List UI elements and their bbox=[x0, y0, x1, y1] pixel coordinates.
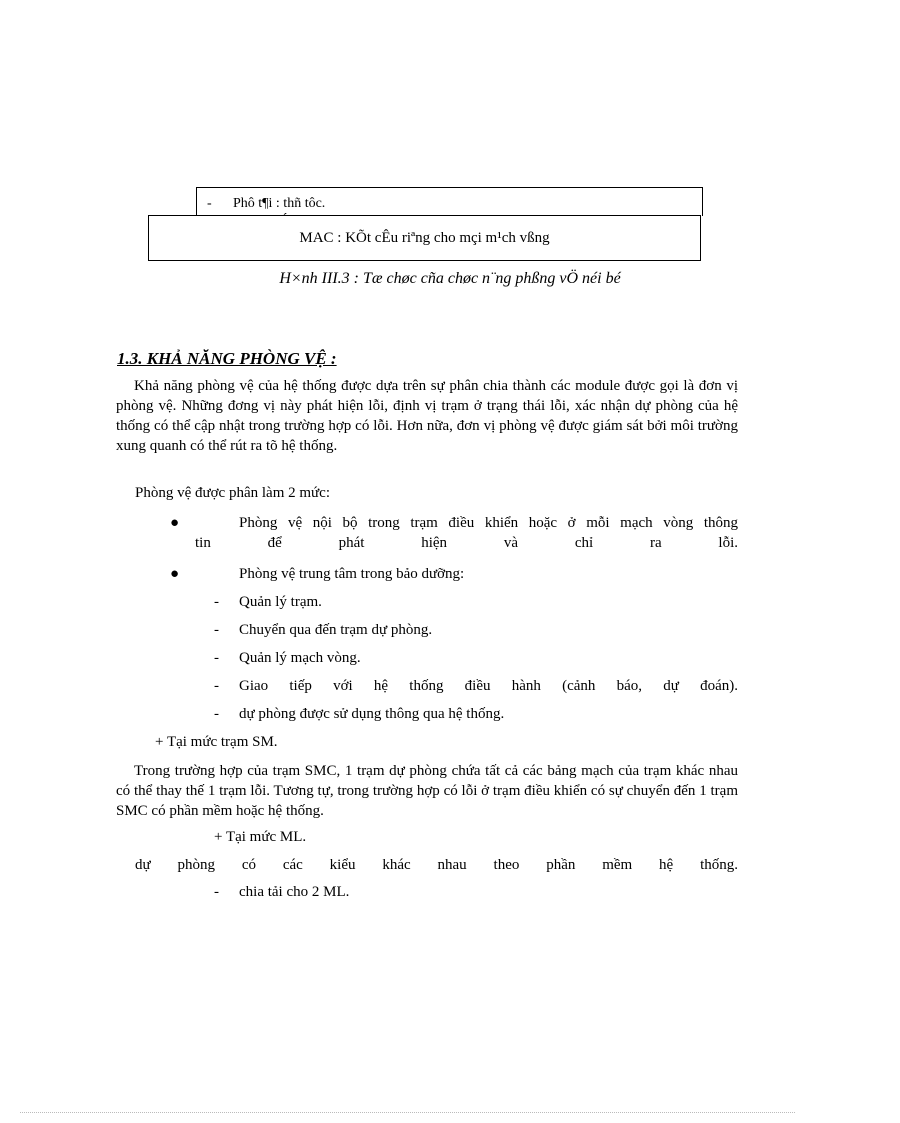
page-bottom-rule bbox=[20, 1112, 795, 1113]
smc-paragraph: Trong trường hợp của trạm SMC, 1 trạm dự phòng chứa tất cả các bảng mạch của trạm khác nhau có thể thay thế 1 trạm lỗi. Tương tự, trong trường hợp có lỗi ở trạm điều khiển có sự chuyển đến 1 trạm SMC có phần mềm hoặc hệ thống. bbox=[116, 763, 738, 819]
figure-item-1: - Phô t¶i : thñ tôc. bbox=[207, 196, 326, 211]
section-heading: 1.3. KHẢ NĂNG PHÒNG VỆ : bbox=[117, 349, 337, 368]
sub-item-3: Quản lý mạch vòng. bbox=[239, 650, 361, 666]
sub-item-4: Giao tiếp với hệ thống điều hành (cảnh báo, dự đoán). bbox=[239, 678, 738, 694]
levels-intro: Phòng vệ được phân làm 2 mức: bbox=[135, 485, 330, 501]
ml-sub-item: chia tải cho 2 ML. bbox=[239, 884, 350, 900]
bullet-2-mark: ● bbox=[170, 566, 180, 582]
dash-5: - bbox=[214, 706, 219, 722]
figure-mac-box bbox=[148, 215, 701, 261]
sub-item-5: dự phòng được sử dụng thông qua hệ thống. bbox=[239, 706, 505, 722]
bullet-1-line-2: tin để phát hiện và chỉ ra lỗi. bbox=[195, 535, 738, 551]
dash-2: - bbox=[214, 622, 219, 638]
dash-1: - bbox=[214, 594, 219, 610]
sm-heading: + Tại mức trạm SM. bbox=[155, 734, 278, 750]
dash-3: - bbox=[214, 650, 219, 666]
sub-item-2: Chuyển qua đến trạm dự phòng. bbox=[239, 622, 433, 638]
figure-caption: H×nh III.3 : Tæ chøc cña chøc n¨ng phßng vÖ néi bé bbox=[279, 270, 621, 287]
mac-label: MAC : KÕt cÊu riªng cho mçi m¹ch vßng bbox=[299, 229, 550, 246]
ml-heading: + Tại mức ML. bbox=[214, 829, 307, 845]
figure-top-box bbox=[196, 187, 703, 216]
bullet-1-line-1: Phòng vệ nội bộ trong trạm điều khiển hoặc ở mỗi mạch vòng thông bbox=[239, 515, 738, 531]
intro-paragraph: Khả năng phòng vệ của hệ thống được dựa trên sự phân chia thành các module được gọi là đơn vị phòng vệ. Những đơng vị này phát hiện lỗi, định vị trạm ở trạng thái lỗi, xác nhận dự phòng của hệ thống có thể cập nhật trong trường hợp có lỗi. Hơn nữa, đơn vị phòng vệ được giám sát bởi môi trường xung quanh có thể rút ra tõ hệ thống. bbox=[116, 378, 738, 454]
bullet-1-mark: ● bbox=[170, 515, 180, 531]
dash-6: - bbox=[214, 884, 219, 900]
dash-4: - bbox=[214, 678, 219, 694]
bullet-2-text: Phòng vệ trung tâm trong bảo dưỡng: bbox=[239, 566, 465, 582]
sub-item-1: Quản lý trạm. bbox=[239, 594, 322, 610]
ml-line: dự phòng có các kiểu khác nhau theo phần mềm hệ thống. bbox=[135, 857, 738, 873]
